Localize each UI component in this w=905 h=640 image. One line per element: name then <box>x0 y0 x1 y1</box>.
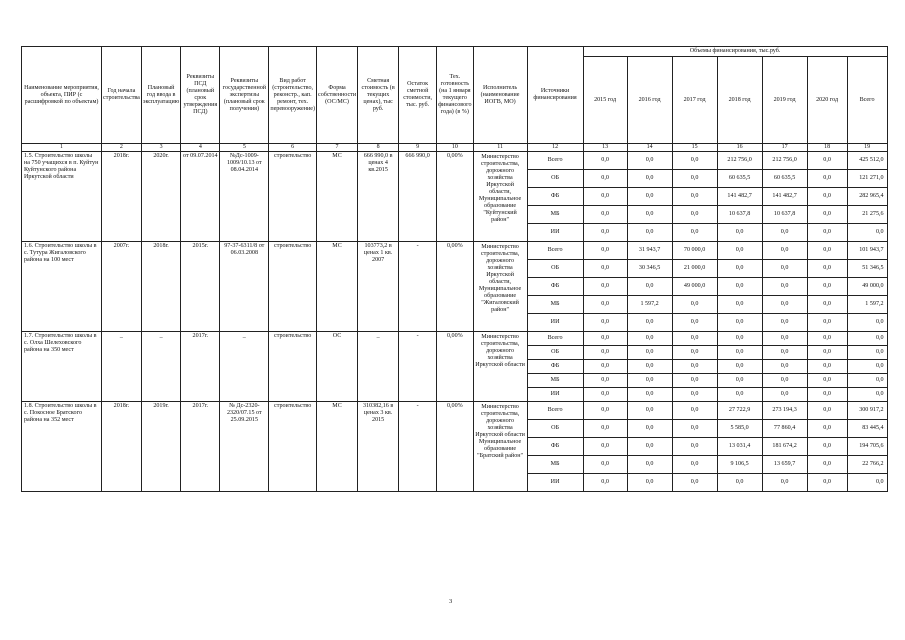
header-funding-group: Объемы финансирования, тыс.руб. <box>583 47 887 57</box>
amount-cell: 0,0 <box>672 388 717 402</box>
column-number: 15 <box>672 144 717 152</box>
expertise-details: _ <box>220 332 269 402</box>
psd-details: 2017г. <box>181 402 220 492</box>
amount-cell: 0,0 <box>672 224 717 242</box>
header-year-2015: 2015 год <box>583 57 627 144</box>
remaining-cost: - <box>399 402 437 492</box>
funding-source: Всего <box>527 402 583 420</box>
amount-cell: 0,0 <box>583 388 627 402</box>
amount-cell: 0,0 <box>583 188 627 206</box>
amount-cell: 273 194,3 <box>762 402 807 420</box>
executor: Министерство строительства, дорожного хозяйства Иркутской области, Муниципальное образование "Куйтунский район" <box>473 152 527 242</box>
work-type: строительство <box>269 242 317 332</box>
table-row <box>22 242 888 260</box>
funding-source: ОБ <box>527 170 583 188</box>
total-cell: 101 943,7 <box>847 242 887 260</box>
expertise-details: № Дс-2320-2320/07.15 от 25.09.2015 <box>220 402 269 492</box>
psd-details: от 09.07.2014 <box>181 152 220 242</box>
amount-cell: 0,0 <box>672 170 717 188</box>
amount-cell: 0,0 <box>717 296 762 314</box>
funding-source: ОБ <box>527 260 583 278</box>
total-cell: 300 917,2 <box>847 402 887 420</box>
amount-cell: 0,0 <box>672 402 717 420</box>
amount-cell: 0,0 <box>672 332 717 346</box>
amount-cell: 49 000,0 <box>672 278 717 296</box>
amount-cell: 181 674,2 <box>762 438 807 456</box>
ownership-form: ОС <box>316 332 357 402</box>
start-year: 2007г. <box>102 242 142 332</box>
amount-cell: 0,0 <box>717 360 762 374</box>
column-number: 19 <box>847 144 887 152</box>
header-year-2016: 2016 год <box>627 57 672 144</box>
ownership-form: МС <box>316 242 357 332</box>
psd-details: 2017г. <box>181 332 220 402</box>
amount-cell: 0,0 <box>627 278 672 296</box>
amount-cell: 0,0 <box>627 474 672 492</box>
amount-cell: 0,0 <box>583 474 627 492</box>
amount-cell: 0,0 <box>807 420 847 438</box>
header-name: Наименование мероприятия, объекта, ПИР (с расшифровкой по объектам) <box>22 47 102 144</box>
total-cell: 0,0 <box>847 314 887 332</box>
total-cell: 1 597,2 <box>847 296 887 314</box>
amount-cell: 0,0 <box>762 360 807 374</box>
header-remainder: Остаток сметной стоимости, тыс. руб. <box>399 47 437 144</box>
amount-cell: 13 031,4 <box>717 438 762 456</box>
work-type: строительство <box>269 402 317 492</box>
column-number: 3 <box>141 144 180 152</box>
column-number: 1 <box>22 144 102 152</box>
amount-cell: 0,0 <box>672 374 717 388</box>
amount-cell: 0,0 <box>762 474 807 492</box>
total-cell: 425 512,0 <box>847 152 887 170</box>
amount-cell: 0,0 <box>583 206 627 224</box>
amount-cell: 0,0 <box>807 402 847 420</box>
amount-cell: 0,0 <box>672 152 717 170</box>
amount-cell: 0,0 <box>627 456 672 474</box>
column-number: 9 <box>399 144 437 152</box>
amount-cell: 0,0 <box>762 260 807 278</box>
column-number: 18 <box>807 144 847 152</box>
total-cell: 0,0 <box>847 360 887 374</box>
total-cell: 83 445,4 <box>847 420 887 438</box>
amount-cell: 0,0 <box>583 332 627 346</box>
expertise-details: №Дс-1009-1009/10.13 от 08.04.2014 <box>220 152 269 242</box>
column-number: 16 <box>717 144 762 152</box>
column-number: 13 <box>583 144 627 152</box>
amount-cell: 0,0 <box>807 388 847 402</box>
amount-cell: 0,0 <box>583 260 627 278</box>
amount-cell: 0,0 <box>762 278 807 296</box>
amount-cell: 31 943,7 <box>627 242 672 260</box>
technical-readiness: 0,00% <box>437 152 473 242</box>
amount-cell: 0,0 <box>807 224 847 242</box>
amount-cell: 0,0 <box>627 402 672 420</box>
header-total: Всего <box>847 57 887 144</box>
amount-cell: 1 597,2 <box>627 296 672 314</box>
amount-cell: 212 756,0 <box>717 152 762 170</box>
header-start-year: Год начала строительства <box>102 47 142 144</box>
column-number: 2 <box>102 144 142 152</box>
amount-cell: 0,0 <box>717 224 762 242</box>
amount-cell: 0,0 <box>627 170 672 188</box>
column-number: 14 <box>627 144 672 152</box>
remaining-cost: - <box>399 332 437 402</box>
object-name: 1.5. Строительство школы на 750 учащихся в п. Куйтун Куйтунского района Иркутской области <box>22 152 102 242</box>
amount-cell: 0,0 <box>762 314 807 332</box>
amount-cell: 0,0 <box>717 332 762 346</box>
amount-cell: 0,0 <box>627 346 672 360</box>
amount-cell: 0,0 <box>807 374 847 388</box>
amount-cell: 0,0 <box>807 474 847 492</box>
amount-cell: 0,0 <box>672 188 717 206</box>
amount-cell: 0,0 <box>583 360 627 374</box>
estimated-cost: 666 990,0 в ценах 4 кв.2015 <box>358 152 399 242</box>
amount-cell: 0,0 <box>627 388 672 402</box>
financing-table <box>21 46 888 492</box>
amount-cell: 0,0 <box>627 224 672 242</box>
object-name: 1.7. Строительство школы в с. Олха Шелеховского района на 350 мест <box>22 332 102 402</box>
amount-cell: 0,0 <box>583 170 627 188</box>
object-name: 1.8. Строительство школы в с. Покосное Братского района на 352 мест <box>22 402 102 492</box>
table-row <box>22 332 888 346</box>
column-number: 17 <box>762 144 807 152</box>
amount-cell: 0,0 <box>672 474 717 492</box>
header-readiness: Тех. готовность (на 1 января текущего финансового года) (в %) <box>437 47 473 144</box>
amount-cell: 0,0 <box>672 296 717 314</box>
table-row <box>22 152 888 170</box>
amount-cell: 27 722,9 <box>717 402 762 420</box>
funding-source: ФБ <box>527 188 583 206</box>
header-work-type: Вид работ (строительство, реконстр., кап. ремонт, тех. перевооружение) <box>269 47 317 144</box>
total-cell: 0,0 <box>847 346 887 360</box>
funding-source: МБ <box>527 456 583 474</box>
amount-cell: 0,0 <box>807 170 847 188</box>
funding-source: ИИ <box>527 314 583 332</box>
amount-cell: 0,0 <box>717 242 762 260</box>
amount-cell: 21 000,0 <box>672 260 717 278</box>
funding-source: ИИ <box>527 474 583 492</box>
technical-readiness: 0,00% <box>437 402 473 492</box>
header-ownership: Форма собственности (ОС/МС) <box>316 47 357 144</box>
header-year-2020: 2020 год <box>807 57 847 144</box>
amount-cell: 0,0 <box>717 260 762 278</box>
plan-year: _ <box>141 332 180 402</box>
amount-cell: 10 637,8 <box>762 206 807 224</box>
total-cell: 194 705,6 <box>847 438 887 456</box>
total-cell: 282 965,4 <box>847 188 887 206</box>
funding-source: ИИ <box>527 224 583 242</box>
technical-readiness: 0,00% <box>437 332 473 402</box>
amount-cell: 0,0 <box>583 374 627 388</box>
header-sources: Источники финансирования <box>527 47 583 144</box>
column-number: 4 <box>181 144 220 152</box>
table-row <box>22 402 888 420</box>
amount-cell: 0,0 <box>672 360 717 374</box>
amount-cell: 0,0 <box>807 206 847 224</box>
funding-source: МБ <box>527 296 583 314</box>
estimated-cost: _ <box>358 332 399 402</box>
plan-year: 2019г. <box>141 402 180 492</box>
funding-source: МБ <box>527 206 583 224</box>
amount-cell: 60 635,5 <box>762 170 807 188</box>
column-number: 5 <box>220 144 269 152</box>
amount-cell: 0,0 <box>807 188 847 206</box>
total-cell: 21 275,6 <box>847 206 887 224</box>
amount-cell: 0,0 <box>717 474 762 492</box>
remaining-cost: - <box>399 242 437 332</box>
amount-cell: 0,0 <box>627 314 672 332</box>
work-type: строительство <box>269 332 317 402</box>
amount-cell: 0,0 <box>583 296 627 314</box>
amount-cell: 0,0 <box>627 420 672 438</box>
amount-cell: 0,0 <box>583 242 627 260</box>
amount-cell: 0,0 <box>762 374 807 388</box>
page-number: 3 <box>449 598 453 605</box>
total-cell: 0,0 <box>847 474 887 492</box>
header-year-2017: 2017 год <box>672 57 717 144</box>
amount-cell: 0,0 <box>807 296 847 314</box>
total-cell: 121 271,0 <box>847 170 887 188</box>
amount-cell: 0,0 <box>627 438 672 456</box>
column-number: 7 <box>316 144 357 152</box>
amount-cell: 0,0 <box>627 152 672 170</box>
amount-cell: 0,0 <box>807 360 847 374</box>
amount-cell: 0,0 <box>627 360 672 374</box>
header-expertise: Реквизиты государственной экспертизы (плановый срок получения) <box>220 47 269 144</box>
amount-cell: 0,0 <box>807 332 847 346</box>
remaining-cost: 666 990,0 <box>399 152 437 242</box>
total-cell: 0,0 <box>847 388 887 402</box>
header-psd: Реквизиты ПСД (плановый срок утверждения ПСД) <box>181 47 220 144</box>
ownership-form: МС <box>316 402 357 492</box>
total-cell: 0,0 <box>847 332 887 346</box>
amount-cell: 0,0 <box>717 346 762 360</box>
amount-cell: 141 482,7 <box>717 188 762 206</box>
amount-cell: 0,0 <box>583 346 627 360</box>
amount-cell: 0,0 <box>762 388 807 402</box>
amount-cell: 0,0 <box>672 314 717 332</box>
ownership-form: МС <box>316 152 357 242</box>
amount-cell: 0,0 <box>583 278 627 296</box>
amount-cell: 0,0 <box>627 332 672 346</box>
amount-cell: 77 860,4 <box>762 420 807 438</box>
plan-year: 2018г. <box>141 242 180 332</box>
total-cell: 22 766,2 <box>847 456 887 474</box>
start-year: 2018г. <box>102 402 142 492</box>
technical-readiness: 0,00% <box>437 242 473 332</box>
amount-cell: 0,0 <box>627 374 672 388</box>
total-cell: 0,0 <box>847 374 887 388</box>
total-cell: 49 000,0 <box>847 278 887 296</box>
table-body <box>22 152 888 492</box>
executor: Министерство строительства, дорожного хозяйства Иркутской области Муниципальное образование "Братский район" <box>473 402 527 492</box>
executor: Министерство строительства, дорожного хозяйства Иркутской области <box>473 332 527 402</box>
amount-cell: 60 635,5 <box>717 170 762 188</box>
column-number: 8 <box>358 144 399 152</box>
amount-cell: 0,0 <box>717 388 762 402</box>
amount-cell: 0,0 <box>807 314 847 332</box>
psd-details: 2015г. <box>181 242 220 332</box>
amount-cell: 0,0 <box>672 438 717 456</box>
amount-cell: 0,0 <box>762 346 807 360</box>
estimated-cost: 310382,16 в ценах 3 кв. 2015 <box>358 402 399 492</box>
amount-cell: 0,0 <box>583 402 627 420</box>
amount-cell: 0,0 <box>627 188 672 206</box>
funding-source: Всего <box>527 242 583 260</box>
funding-source: Всего <box>527 332 583 346</box>
amount-cell: 0,0 <box>762 224 807 242</box>
amount-cell: 141 482,7 <box>762 188 807 206</box>
amount-cell: 0,0 <box>807 438 847 456</box>
column-number: 6 <box>269 144 317 152</box>
funding-source: ИИ <box>527 388 583 402</box>
amount-cell: 0,0 <box>762 242 807 260</box>
total-cell: 0,0 <box>847 224 887 242</box>
amount-cell: 0,0 <box>807 346 847 360</box>
amount-cell: 0,0 <box>583 456 627 474</box>
amount-cell: 0,0 <box>627 206 672 224</box>
object-name: 1.6. Строительство школы в с. Тутура Жигаловского района на 100 мест <box>22 242 102 332</box>
amount-cell: 70 000,0 <box>672 242 717 260</box>
amount-cell: 0,0 <box>717 374 762 388</box>
amount-cell: 9 106,5 <box>717 456 762 474</box>
expertise-details: 97-37-6311/8 от 06.03.2008 <box>220 242 269 332</box>
header-plan-year: Плановый год ввода в эксплуатацию <box>141 47 180 144</box>
header-cost: Сметная стоимость (в текущих ценах), тыс руб. <box>358 47 399 144</box>
header-executor: Исполнитель (наименование ИОГВ, МО) <box>473 47 527 144</box>
amount-cell: 30 346,5 <box>627 260 672 278</box>
funding-source: ФБ <box>527 438 583 456</box>
funding-source: ОБ <box>527 346 583 360</box>
column-number: 11 <box>473 144 527 152</box>
amount-cell: 0,0 <box>807 278 847 296</box>
column-number: 12 <box>527 144 583 152</box>
amount-cell: 0,0 <box>672 206 717 224</box>
funding-source: МБ <box>527 374 583 388</box>
plan-year: 2020г. <box>141 152 180 242</box>
amount-cell: 0,0 <box>583 152 627 170</box>
amount-cell: 10 637,8 <box>717 206 762 224</box>
start-year: 2018г. <box>102 152 142 242</box>
total-cell: 51 346,5 <box>847 260 887 278</box>
amount-cell: 0,0 <box>807 456 847 474</box>
column-number: 10 <box>437 144 473 152</box>
header-year-2019: 2019 год <box>762 57 807 144</box>
estimated-cost: 103773,2 в ценах 1 кв. 2007 <box>358 242 399 332</box>
header-year-2018: 2018 год <box>717 57 762 144</box>
executor: Министерство строительства, дорожного хозяйства Иркутской области, Муниципальное образование "Жигаловский район" <box>473 242 527 332</box>
amount-cell: 0,0 <box>583 438 627 456</box>
funding-source: ФБ <box>527 278 583 296</box>
amount-cell: 0,0 <box>807 242 847 260</box>
amount-cell: 5 585,0 <box>717 420 762 438</box>
amount-cell: 0,0 <box>672 346 717 360</box>
funding-source: Всего <box>527 152 583 170</box>
amount-cell: 0,0 <box>583 224 627 242</box>
column-number-row <box>22 144 888 152</box>
amount-cell: 212 756,0 <box>762 152 807 170</box>
amount-cell: 0,0 <box>717 314 762 332</box>
amount-cell: 0,0 <box>807 260 847 278</box>
amount-cell: 0,0 <box>672 456 717 474</box>
amount-cell: 0,0 <box>583 314 627 332</box>
amount-cell: 0,0 <box>583 420 627 438</box>
amount-cell: 13 659,7 <box>762 456 807 474</box>
amount-cell: 0,0 <box>807 152 847 170</box>
start-year: _ <box>102 332 142 402</box>
amount-cell: 0,0 <box>762 296 807 314</box>
amount-cell: 0,0 <box>672 420 717 438</box>
funding-source: ОБ <box>527 420 583 438</box>
funding-source: ФБ <box>527 360 583 374</box>
amount-cell: 0,0 <box>717 278 762 296</box>
work-type: строительство <box>269 152 317 242</box>
amount-cell: 0,0 <box>762 332 807 346</box>
